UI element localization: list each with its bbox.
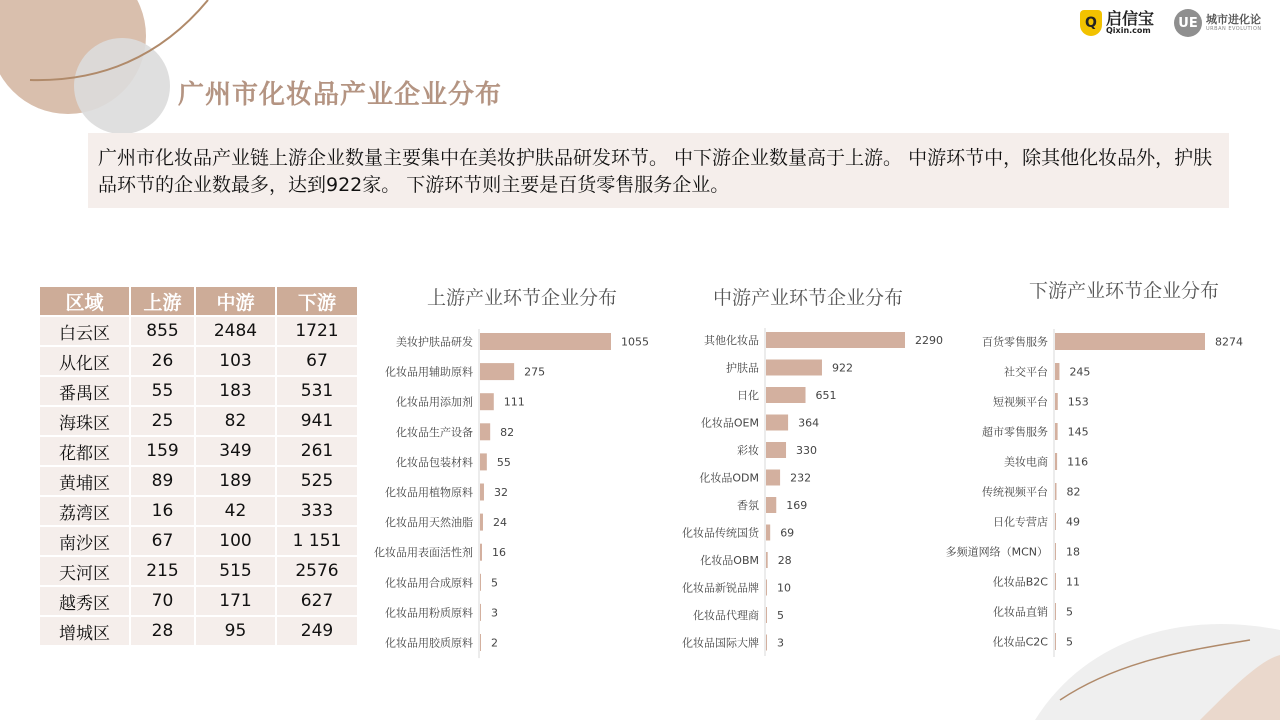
- midstream-bar: [766, 635, 767, 651]
- downstream-bar: [1055, 453, 1057, 470]
- upstream-value-label: 55: [496, 455, 511, 469]
- downstream-cell: 525: [277, 467, 357, 495]
- upstream-chart-title: 上游产业环节企业分布: [426, 287, 618, 309]
- district-cell: 番禺区: [40, 377, 129, 405]
- qixin-shield-icon: Q: [1080, 10, 1102, 36]
- downstream-category-label: 短视频平台: [993, 395, 1048, 409]
- downstream-chart-title: 下游产业环节企业分布: [1028, 280, 1220, 302]
- downstream-bar: [1055, 573, 1056, 590]
- upstream-bar: [480, 604, 481, 621]
- downstream-value-label: 49: [1066, 515, 1080, 529]
- midstream-cell: 103: [196, 347, 275, 375]
- downstream-value-label: 116: [1067, 455, 1089, 469]
- downstream-value-label: 245: [1069, 365, 1091, 379]
- midstream-cell: 515: [196, 557, 275, 585]
- upstream-chart: [362, 270, 662, 670]
- upstream-bar: [480, 333, 611, 350]
- upstream-cell: 215: [131, 557, 194, 585]
- downstream-bar: [1055, 633, 1056, 650]
- upstream-value-label: 82: [500, 425, 515, 439]
- upstream-category-label: 化妆品用天然油脂: [385, 516, 473, 530]
- downstream-value-label: 5: [1066, 635, 1073, 649]
- midstream-category-label: 化妆品新锐品牌: [682, 581, 759, 595]
- downstream-bar: [1055, 603, 1056, 620]
- table-row: [40, 497, 357, 525]
- table-row: [40, 347, 357, 375]
- midstream-bar: [766, 442, 786, 458]
- district-cell: 越秀区: [40, 587, 129, 615]
- downstream-category-label: 美妆电商: [1004, 455, 1048, 469]
- midstream-chart-title: 中游产业环节企业分布: [712, 287, 904, 309]
- midstream-bar: [766, 525, 770, 541]
- midstream-category-label: 护肤品: [726, 361, 759, 375]
- upstream-value-label: 275: [524, 365, 546, 379]
- table-row: [40, 467, 357, 495]
- upstream-chart-svg: [362, 270, 662, 670]
- downstream-category-label: 日化专营店: [993, 515, 1048, 529]
- downstream-category-label: 超市零售服务: [982, 425, 1048, 439]
- midstream-bar: [766, 580, 767, 596]
- midstream-category-label: 香氛: [737, 499, 759, 512]
- table-row: [40, 377, 357, 405]
- midstream-bar: [766, 497, 776, 513]
- upstream-category-label: 化妆品用辅助原料: [385, 365, 473, 379]
- downstream-bar: [1055, 333, 1205, 350]
- downstream-cell: 261: [277, 437, 357, 465]
- midstream-category-label: 化妆品代理商: [693, 609, 759, 622]
- upstream-cell: 855: [131, 317, 194, 345]
- downstream-value-label: 18: [1066, 545, 1080, 559]
- midstream-cell: 171: [196, 587, 275, 615]
- upstream-bar: [480, 544, 482, 561]
- midstream-bar: [766, 552, 768, 568]
- header-upstream: 上游: [131, 287, 194, 315]
- qixin-name: 启信宝: [1106, 9, 1155, 28]
- upstream-cell: 16: [131, 497, 194, 525]
- midstream-value-label: 232: [790, 471, 812, 485]
- downstream-bar: [1055, 363, 1059, 380]
- upstream-category-label: 化妆品用胶质原料: [385, 636, 473, 650]
- downstream-category-label: 百货零售服务: [982, 335, 1048, 349]
- upstream-value-label: 1055: [621, 335, 649, 349]
- upstream-cell: 70: [131, 587, 194, 615]
- midstream-value-label: 10: [777, 581, 791, 595]
- upstream-value-label: 111: [503, 395, 525, 409]
- midstream-category-label: 其他化妆品: [704, 334, 759, 347]
- upstream-category-label: 化妆品用粉质原料: [385, 606, 473, 620]
- upstream-cell: 28: [131, 617, 194, 645]
- header-midstream: 中游: [196, 287, 275, 315]
- downstream-bar: [1055, 483, 1056, 500]
- district-cell: 增城区: [40, 617, 129, 645]
- district-cell: 从化区: [40, 347, 129, 375]
- downstream-category-label: 化妆品直销: [993, 605, 1048, 619]
- midstream-cell: 95: [196, 617, 275, 645]
- upstream-value-label: 24: [492, 516, 507, 530]
- downstream-bar: [1055, 423, 1058, 440]
- district-cell: 海珠区: [40, 407, 129, 435]
- upstream-category-label: 化妆品用植物原料: [385, 486, 473, 499]
- downstream-cell: 333: [277, 497, 357, 525]
- district-cell: 黄埔区: [40, 467, 129, 495]
- downstream-cell: 1721: [277, 317, 357, 345]
- downstream-value-label: 8274: [1215, 335, 1243, 349]
- ue-name: 城市进化论: [1206, 13, 1261, 26]
- midstream-value-label: 651: [815, 389, 837, 402]
- midstream-category-label: 化妆品国际大牌: [682, 636, 759, 650]
- upstream-category-label: 化妆品用表面活性剂: [374, 546, 473, 560]
- downstream-bar: [1055, 513, 1056, 530]
- downstream-bar: [1055, 543, 1056, 560]
- midstream-category-label: 化妆品传统国货: [682, 526, 759, 540]
- ue-mark-icon: UE: [1174, 9, 1202, 37]
- ue-subtitle: URBAN EVOLUTION: [1206, 26, 1262, 32]
- table-row: [40, 527, 357, 555]
- table-row: [40, 557, 357, 585]
- header-district: 区域: [40, 287, 129, 315]
- table-row: [40, 437, 357, 465]
- district-cell: 天河区: [40, 557, 129, 585]
- upstream-bar: [480, 634, 481, 651]
- upstream-cell: 55: [131, 377, 194, 405]
- downstream-category-label: 化妆品B2C: [992, 575, 1048, 589]
- upstream-value-label: 2: [491, 636, 498, 650]
- downstream-cell: 1 151: [277, 527, 357, 555]
- upstream-value-label: 16: [491, 546, 506, 560]
- midstream-value-label: 364: [798, 416, 820, 430]
- district-cell: 花都区: [40, 437, 129, 465]
- downstream-bar: [1055, 393, 1058, 410]
- upstream-cell: 25: [131, 407, 194, 435]
- upstream-bar: [480, 423, 490, 440]
- midstream-value-label: 330: [796, 444, 818, 457]
- upstream-cell: 89: [131, 467, 194, 495]
- downstream-value-label: 5: [1066, 605, 1073, 619]
- midstream-category-label: 化妆品ODM: [699, 471, 759, 485]
- midstream-cell: 82: [196, 407, 275, 435]
- midstream-chart-svg: [662, 270, 952, 670]
- upstream-bar: [480, 574, 481, 591]
- downstream-chart: [930, 270, 1250, 670]
- downstream-cell: 531: [277, 377, 357, 405]
- upstream-bar: [480, 363, 514, 380]
- midstream-cell: 189: [196, 467, 275, 495]
- downstream-value-label: 82: [1066, 485, 1081, 499]
- upstream-value-label: 3: [491, 606, 498, 620]
- downstream-cell: 627: [277, 587, 357, 615]
- upstream-cell: 26: [131, 347, 194, 375]
- upstream-bar: [480, 453, 487, 470]
- downstream-category-label: 传统视频平台: [982, 485, 1048, 499]
- midstream-value-label: 69: [780, 526, 795, 540]
- midstream-value-label: 169: [786, 499, 808, 512]
- midstream-cell: 183: [196, 377, 275, 405]
- table-row: [40, 317, 357, 345]
- midstream-bar: [766, 360, 822, 376]
- downstream-category-label: 化妆品C2C: [992, 635, 1048, 649]
- midstream-cell: 100: [196, 527, 275, 555]
- upstream-category-label: 化妆品包装材料: [396, 455, 473, 469]
- upstream-bar: [480, 514, 483, 531]
- downstream-value-label: 153: [1067, 395, 1089, 409]
- upstream-value-label: 5: [491, 576, 498, 590]
- midstream-bar: [766, 332, 905, 348]
- upstream-category-label: 化妆品用添加剂: [396, 395, 473, 409]
- midstream-category-label: 化妆品OBM: [700, 554, 759, 567]
- midstream-category-label: 化妆品OEM: [700, 416, 759, 430]
- upstream-bar: [480, 393, 494, 410]
- downstream-cell: 67: [277, 347, 357, 375]
- midstream-bar: [766, 470, 780, 486]
- downstream-value-label: 145: [1067, 425, 1089, 439]
- midstream-value-label: 5: [777, 609, 784, 622]
- top-left-grey-circle: [74, 38, 170, 134]
- midstream-bar: [766, 415, 788, 431]
- midstream-bar: [766, 607, 767, 623]
- upstream-cell: 159: [131, 437, 194, 465]
- midstream-value-label: 28: [777, 554, 792, 567]
- header-downstream: 下游: [277, 287, 357, 315]
- qixin-logo: [1080, 6, 1154, 40]
- table-row: [40, 617, 357, 645]
- midstream-cell: 349: [196, 437, 275, 465]
- upstream-category-label: 化妆品生产设备: [396, 425, 473, 439]
- district-cell: 南沙区: [40, 527, 129, 555]
- qixin-domain: Qixin.com: [1106, 26, 1151, 35]
- table-row: [40, 587, 357, 615]
- downstream-cell: 2576: [277, 557, 357, 585]
- upstream-bar: [480, 484, 484, 501]
- upstream-category-label: 化妆品用合成原料: [385, 576, 473, 590]
- table-header-row: [40, 287, 357, 315]
- summary-text: 广州市化妆品产业链上游企业数量主要集中在美妆护肤品研发环节。 中下游企业数量高于上游。 中游环节中，除其他化妆品外，护肤品环节的企业数最多，达到922家。 下游环节则主要是百货零售服务企业。: [98, 147, 1213, 196]
- downstream-category-label: 社交平台: [1004, 365, 1048, 379]
- upstream-value-label: 32: [493, 486, 508, 499]
- district-table: [38, 285, 359, 647]
- midstream-chart: [662, 270, 952, 670]
- midstream-bar: [766, 387, 806, 403]
- district-cell: 荔湾区: [40, 497, 129, 525]
- midstream-category-label: 彩妆: [737, 444, 759, 457]
- midstream-value-label: 922: [831, 361, 853, 375]
- midstream-value-label: 3: [777, 636, 784, 650]
- midstream-value-label: 2290: [915, 334, 943, 347]
- urban-evolution-logo: [1174, 6, 1262, 40]
- summary-box: [88, 133, 1229, 208]
- midstream-cell: 2484: [196, 317, 275, 345]
- midstream-cell: 42: [196, 497, 275, 525]
- upstream-cell: 67: [131, 527, 194, 555]
- downstream-cell: 941: [277, 407, 357, 435]
- upstream-category-label: 美妆护肤品研发: [396, 335, 473, 349]
- downstream-cell: 249: [277, 617, 357, 645]
- district-cell: 白云区: [40, 317, 129, 345]
- downstream-category-label: 多频道网络（MCN）: [945, 545, 1048, 559]
- midstream-category-label: 日化: [737, 389, 759, 402]
- downstream-chart-svg: [930, 270, 1250, 670]
- page-title: 广州市化妆品产业企业分布: [178, 80, 503, 110]
- table-row: [40, 407, 357, 435]
- downstream-value-label: 11: [1066, 575, 1080, 589]
